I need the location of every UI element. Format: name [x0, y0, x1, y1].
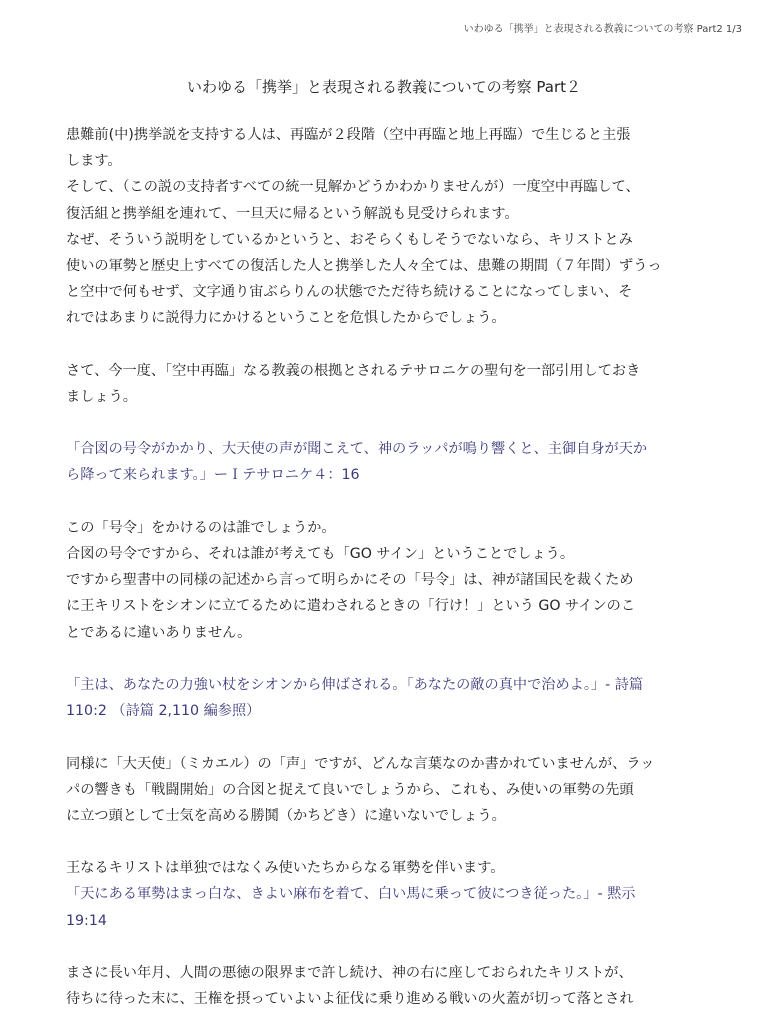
text-line: 待ちに待った末に、王権を摂っていよいよ征伐に乗り進める戦いの火蓋が切って落とされ — [66, 991, 634, 1008]
text-line: そして、（この説の支持者すべての統一見解かどうかわかりませんが）一度空中再臨して、 — [66, 179, 640, 196]
text-line: 合図の号令ですから、それは誰が考えても「GO サイン」ということでしょう。 — [66, 546, 575, 562]
text-line: れではあまりに説得力にかけるということを危惧したからでしょう。 — [66, 310, 506, 327]
text-line: に王キリストをシオンに立てるために遣わされるときの「行け！」という GO サインのこ — [66, 598, 636, 615]
paragraph-gap — [66, 410, 706, 436]
text-line: パの響きも「戦闘開始」の合図と捉えて良いでしょうから、これも、み使いの軍勢の先頭 — [66, 781, 634, 798]
scripture-quote — [66, 672, 706, 724]
quote-line: 19:14 — [66, 912, 107, 929]
text-line: なぜ、そういう説明をしているかというと、おそらくもしそうでないなら、キリストとみ — [66, 231, 633, 248]
paragraph-gap — [66, 646, 706, 672]
text-line: ましょう。 — [66, 388, 137, 405]
text-line: この「号令」をかけるのは誰でしょうか。 — [66, 519, 336, 536]
paragraph-gap — [66, 332, 706, 358]
quote-line: 110:2 （詩篇 2,110 編参照） — [66, 703, 261, 720]
text-line: 復活組と携挙組を連れて、一旦天に帰るという解説も見受けられます。 — [66, 205, 519, 222]
paragraph — [66, 515, 706, 646]
paragraph-gap — [66, 724, 706, 750]
paragraph-gap — [66, 934, 706, 960]
quote-line: 「主は、あなたの力強い杖をシオンから伸ばされる。「あなたの敵の真中で治めよ。」- 詩篇 — [66, 676, 644, 693]
scripture-quote — [66, 436, 706, 488]
quote-line: 「合図の号令がかかり、大天使の声が聞こえて、神のラッパが鳴り響くと、主御自身が天か — [66, 441, 648, 458]
text-line: します。 — [66, 153, 122, 170]
text-line: ですから聖書中の同様の記述から言って明らかにその「号令」は、神が諸国民を裁くため — [66, 572, 634, 589]
paragraph — [66, 960, 706, 1012]
text-line: 患難前(中)携挙説を支持する人は、再臨が２段階（空中再臨と地上再臨）で生じると主張 — [66, 127, 631, 143]
paragraph-gap — [66, 829, 706, 855]
paragraph — [66, 855, 706, 934]
text-line: に立つ頭として士気を高める勝鬨（かちどき）に違いないでしょう。 — [66, 807, 506, 824]
page-header: いわゆる「携挙」と表現される教義についての考察 Part2 1/3 — [463, 24, 742, 35]
text-line: さて、今一度、「空中再臨」なる教義の根拠とされるテサロニケの聖句を一部引用しておき — [66, 362, 641, 379]
text-line: まさに長い年月、人間の悪徳の限界まで許し続け、神の右に座しておられたキリストが、 — [66, 965, 633, 981]
document-title: いわゆる「携挙」と表現される教義についての考察 Part２ — [186, 78, 582, 96]
text-line: と空中で何もせず、文字通り宙ぶらりんの状態でただ待ち続けることになってしまい、そ — [66, 284, 633, 301]
paragraph — [66, 358, 706, 410]
text-line: 同様に「大天使」（ミカエル）の「声」ですが、どんな言葉なのか書かれていませんが、ラッ — [66, 755, 655, 772]
document-body — [66, 122, 706, 1012]
paragraph-gap — [66, 489, 706, 515]
text-line: とであるに違いありません。 — [66, 624, 252, 641]
text-line: 王なるキリストは単独ではなくみ使いたちからなる軍勢を伴います。 — [66, 860, 505, 877]
paragraph — [66, 122, 706, 332]
paragraph — [66, 751, 706, 830]
quote-line: ら降って来られます。」ーＩテサロニケ４：16 — [66, 467, 360, 484]
quote-line: 「天にある軍勢はまっ白な、きよい麻布を着て、白い馬に乗って彼につき従った。」- 黙示 — [66, 886, 636, 903]
text-line: 使いの軍勢と歴史上すべての復活した人と携挙した人々全ては、患難の期間（７年間）ずうっ — [66, 257, 662, 274]
